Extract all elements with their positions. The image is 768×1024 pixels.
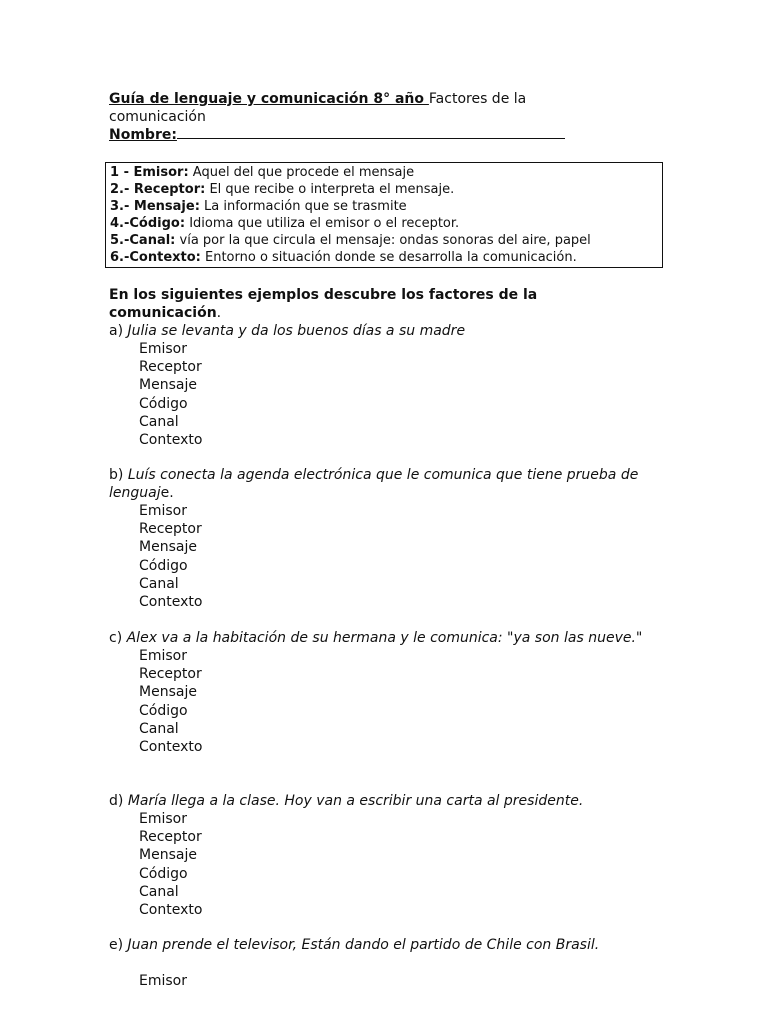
definition-text: vía por la que circula el mensaje: ondas sonoras del aire, papel [175, 232, 591, 248]
definition-term: 5.-Canal: [110, 232, 176, 248]
example-d [109, 792, 669, 919]
factor-item: Contexto [139, 431, 203, 448]
definition-item [110, 182, 662, 199]
factor-item: Mensaje [139, 684, 197, 701]
factor-item: Mensaje [139, 377, 197, 394]
name-blank-line[interactable] [177, 126, 565, 139]
factor-item: Receptor [139, 359, 202, 376]
example-tail: e. [160, 485, 174, 501]
definition-term: 6.-Contexto: [110, 249, 201, 265]
factor-item: Contexto [139, 901, 203, 918]
factor-item: Mensaje [139, 539, 197, 556]
example-letter: d) [109, 793, 128, 809]
definition-item [110, 216, 662, 233]
document-title [109, 90, 589, 126]
factor-list [139, 972, 669, 990]
example-question [109, 466, 669, 502]
factor-item: Receptor [139, 521, 202, 538]
definition-item [110, 250, 662, 267]
name-field [109, 126, 589, 144]
factor-list [139, 810, 669, 919]
factor-item: Código [139, 702, 188, 719]
factor-item: Código [139, 865, 188, 882]
definition-text: La información que se trasmite [199, 198, 407, 214]
factor-item: Receptor [139, 829, 202, 846]
example-question [109, 792, 669, 810]
example-text: María llega a la clase. Hoy van a escribir una carta al presidente. [127, 793, 584, 809]
example-b [109, 466, 669, 611]
factor-item: Emisor [139, 341, 187, 357]
definition-text: Aquel del que procede el mensaje [188, 165, 415, 180]
factor-item: Emisor [139, 648, 187, 664]
factor-item: Canal [139, 575, 179, 592]
title-main: Guía de lenguaje y comunicación 8° año [109, 91, 429, 107]
factor-item: Emisor [139, 503, 187, 519]
definition-term: 1 - Emisor: [110, 165, 189, 180]
definition-text: Idioma que utiliza el emisor o el receptor. [185, 215, 460, 231]
factor-item: Canal [139, 720, 179, 737]
definitions-box [105, 162, 663, 268]
example-question [109, 936, 669, 954]
definition-text: El que recibe o interpreta el mensaje. [205, 181, 455, 197]
example-letter: c) [109, 630, 127, 646]
factor-item: Contexto [139, 738, 203, 755]
example-letter: b) [109, 467, 128, 483]
factor-list [139, 502, 669, 611]
instruction-tail: . [216, 305, 222, 321]
instruction-text: En los siguientes ejemplos descubre los factores de la comunicación [109, 287, 538, 321]
example-text: Luís conecta la agenda electrónica que le comunica que tiene prueba de lenguaj [109, 467, 639, 501]
example-c [109, 629, 669, 756]
example-letter: e) [109, 937, 128, 953]
factor-item: Emisor [139, 811, 187, 827]
definition-item [110, 199, 662, 216]
factor-list [139, 647, 669, 756]
factor-item: Canal [139, 883, 179, 900]
factor-item: Canal [139, 413, 179, 430]
example-e [109, 936, 669, 990]
factor-item: Emisor [139, 973, 187, 989]
name-label: Nombre: [109, 127, 177, 143]
example-text: Juan prende el televisor, Están dando el partido de Chile con Brasil. [127, 937, 600, 953]
factor-item: Contexto [139, 593, 203, 610]
definition-term: 4.-Código: [110, 215, 186, 231]
definition-term: 3.- Mensaje: [110, 198, 200, 214]
example-text: Julia se levanta y da los buenos días a su madre [127, 323, 466, 339]
example-text: Alex va a la habitación de su hermana y le comunica: "ya son las nueve." [126, 630, 643, 646]
definition-item [110, 165, 662, 182]
example-letter: a) [109, 323, 128, 339]
document-header [109, 90, 589, 144]
definition-text: Entorno o situación donde se desarrolla la comunicación. [200, 249, 577, 265]
example-question [109, 629, 669, 647]
title-subject: Factores de la comunicación [109, 91, 527, 125]
factor-list [139, 340, 669, 449]
example-a [109, 322, 669, 449]
definition-item [110, 233, 662, 250]
definition-term: 2.- Receptor: [110, 181, 206, 197]
example-question [109, 322, 669, 340]
factor-item: Mensaje [139, 847, 197, 864]
factor-item: Código [139, 395, 188, 412]
instruction [109, 286, 629, 322]
factor-item: Código [139, 557, 188, 574]
factor-item: Receptor [139, 666, 202, 683]
